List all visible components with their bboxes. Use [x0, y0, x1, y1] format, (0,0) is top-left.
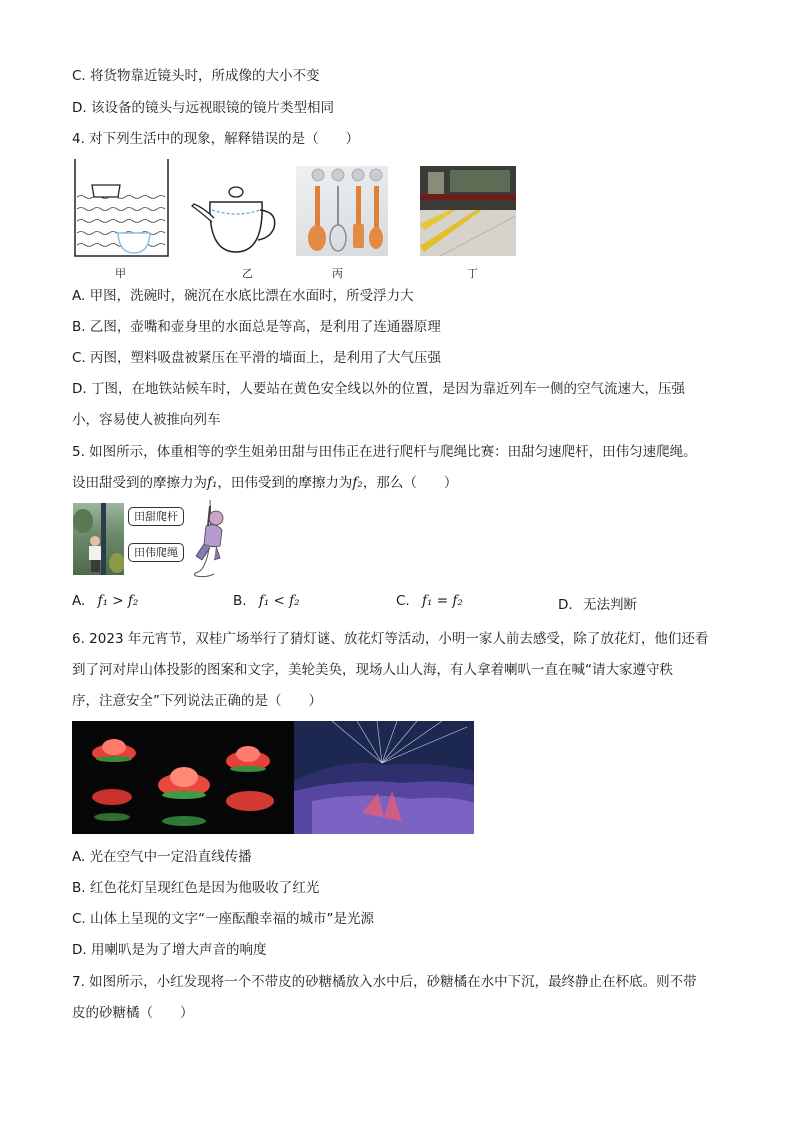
q5-option-c-expr: f₁ = f₂ [422, 593, 463, 609]
q6-option-b: B. 红色花灯呈现红色是因为他吸收了红光 [72, 880, 320, 896]
q5-option-c-letter: C. [396, 593, 410, 609]
q5-option-c [396, 593, 463, 609]
q5-option-d-text: 无法判断 [582, 597, 637, 613]
figure-rope-climber [186, 500, 230, 578]
symbol-f1: f₁ [207, 475, 218, 491]
q5-option-b-expr: f₁ < f₂ [258, 593, 300, 609]
caption-ding: 丁 [467, 267, 478, 280]
q5-option-b [233, 593, 300, 609]
q7-stem-line2: 皮的砂糖橘（ ） [72, 1005, 194, 1021]
figure-suction-hooks [296, 166, 388, 256]
q6-stem-line2: 到了河对岸山体投影的图案和文字，美轮美奂，现场人山人海，有人拿着喇叭一直在喊“请大家遵守秩 [72, 662, 673, 678]
q4-option-a: A. 甲图，洗碗时，碗沉在水底比漂在水面时，所受浮力大 [72, 288, 414, 304]
q4-option-d-line2: 小，容易使人被推向列车 [72, 412, 221, 428]
symbol-f2: f₂ [352, 475, 363, 491]
q5-option-d [558, 593, 637, 613]
q5-option-a-letter: A. [72, 593, 86, 609]
figure-teapot [190, 180, 280, 255]
q5-option-a [72, 593, 138, 609]
q5-stem-line1: 5. 如图所示，体重相等的孪生姐弟田甜与田伟正在进行爬杆与爬绳比赛：田甜匀速爬杆，田伟匀速爬绳。 [72, 444, 697, 460]
q5-stem-part-a: 设田甜受到的摩擦力为 [72, 475, 207, 491]
q6-stem-line1: 6. 2023 年元宵节，双桂广场举行了猜灯谜、放花灯等活动，小明一家人前去感受，除了放花灯，他们还看 [72, 631, 709, 647]
caption-jia: 甲 [115, 267, 126, 280]
figure-subway-platform [420, 166, 516, 256]
label-box-tianwei: 田伟爬绳 [128, 543, 184, 562]
q6-option-d: D. 用喇叭是为了增大声音的响度 [72, 942, 267, 958]
q4-option-c: C. 丙图，塑料吸盘被紧压在平滑的墙面上，是利用了大气压强 [72, 350, 442, 366]
q5-stem-part-b: ，田伟受到的摩擦力为 [217, 475, 353, 491]
q4-stem: 4. 对下列生活中的现象，解释错误的是（ ） [72, 131, 360, 147]
q5-stem-line2 [72, 474, 457, 492]
figure-pole-climbing-photo [73, 503, 124, 575]
q4-option-d-line1: D. 丁图，在地铁站候车时，人要站在黄色安全线以外的位置，是因为靠近列车一侧的空气流速大，压强 [72, 381, 685, 397]
figure-lanterns-and-projection [72, 721, 474, 834]
q5-option-b-letter: B. [233, 593, 247, 609]
caption-bing: 丙 [332, 267, 343, 280]
q6-option-a: A. 光在空气中一定沿直线传播 [72, 849, 252, 865]
figure-bowl-in-water [72, 157, 172, 259]
q4-option-b: B. 乙图，壶嘴和壶身里的水面总是等高，是利用了连通器原理 [72, 319, 441, 335]
q5-option-a-expr: f₁ > f₂ [97, 593, 139, 609]
q5-option-d-letter: D. [558, 597, 573, 613]
q6-option-c: C. 山体上呈现的文字“一座酝酿幸福的城市”是光源 [72, 911, 374, 927]
q3-option-d: D. 该设备的镜头与远视眼镜的镜片类型相同 [72, 100, 334, 116]
q3-option-c: C. 将货物靠近镜头时，所成像的大小不变 [72, 68, 320, 84]
q5-stem-part-c: ，那么（ ） [362, 475, 458, 491]
q7-stem-line1: 7. 如图所示，小红发现将一个不带皮的砂糖橘放入水中后，砂糖橘在水中下沉，最终静止在杯底。则不带 [72, 974, 697, 990]
caption-yi: 乙 [242, 267, 253, 280]
label-box-tiantian: 田甜爬杆 [128, 507, 184, 526]
q6-stem-line3: 序，注意安全”下列说法正确的是（ ） [72, 693, 322, 709]
